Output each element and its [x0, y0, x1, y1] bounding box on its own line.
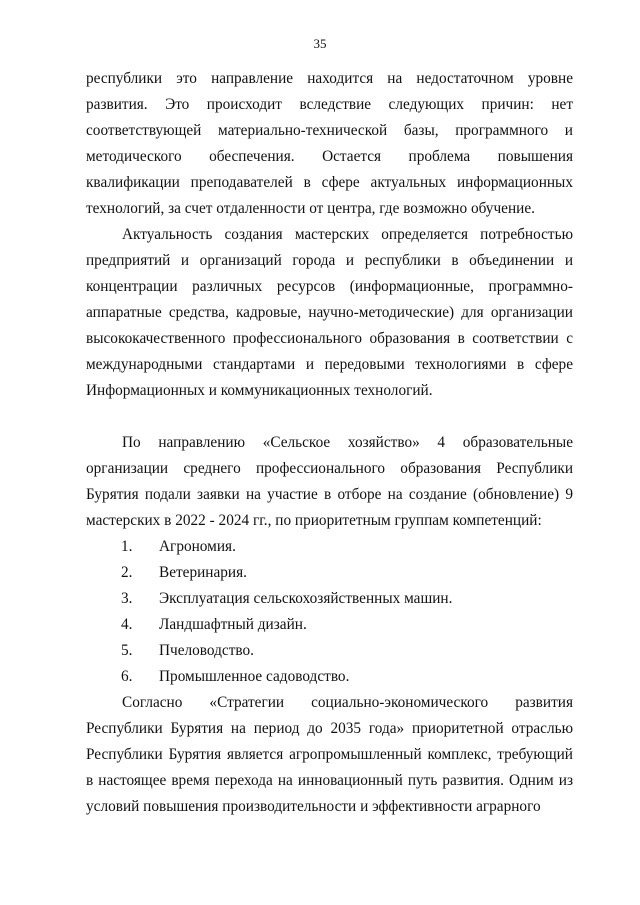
- list-item-label: Промышленное садоводство.: [159, 668, 350, 685]
- list-item: [86, 612, 573, 638]
- list-item-number: 3.: [121, 590, 133, 607]
- list-item-label: Эксплуатация сельскохозяйственных машин.: [159, 590, 453, 607]
- list-item-number: 6.: [121, 668, 133, 685]
- list-item: [86, 560, 573, 586]
- paragraph-workshops-relevance: Актуальность создания мастерских определяется потребностью предприятий и организаций города и республики в объединении и концентрации различных ресурсов (информационные, программно-аппаратные средства, кадровые, научно-методические) для организации высококачественного профессионального образования в соответствии с международными стандартами и передовыми технологиями в сфере Информационных и коммуникационных технологий.: [86, 226, 573, 399]
- page-number: 35: [313, 36, 327, 51]
- list-item-number: 2.: [121, 564, 133, 581]
- list-item-label: Ветеринария.: [159, 564, 247, 581]
- paragraph-agriculture-applications: По направлению «Сельское хозяйство» 4 образовательные организации среднего профессионального образования Республики Бурятия подали заявки на участие в отборе на создание (обновление) 9 мастерских в 2022 - 2024 гг., по приоритетным группам компетенций:: [86, 434, 573, 529]
- paragraph-strategy-agro-complex: Согласно «Стратегии социально-экономического развития Республики Бурятия на период до 2035 года» приоритетной отраслью Республики Бурятия является агропромышленный комплекс, требующий в настоящее время перехода на инновационный путь развития. Одним из условий повышения производительности и эффективности аграрного: [86, 694, 573, 815]
- list-item: [86, 586, 573, 612]
- list-item-label: Ландшафтный дизайн.: [159, 616, 307, 633]
- list-item: [86, 638, 573, 664]
- list-item-label: Пчеловодство.: [159, 642, 254, 659]
- list-item: [86, 534, 573, 560]
- list-item: [86, 664, 573, 690]
- list-item-number: 5.: [121, 642, 133, 659]
- paragraph-spacer: [86, 404, 573, 430]
- list-item-number: 1.: [121, 538, 133, 555]
- list-item-label: Агрономия.: [159, 538, 236, 555]
- competency-list: [86, 534, 573, 690]
- document-body: [86, 66, 573, 820]
- list-item-number: 4.: [121, 616, 133, 633]
- paragraph-digital-skills-issues: республики это направление находится на недостаточном уровне развития. Это происходит вследствие следующих причин: нет соответствующей материально-технической базы, программного и методического обеспечения. Остается проблема повышения квалификации преподавателей в сфере актуальных информационных технологий, за счет отдаленности от центра, где возможно обучение.: [86, 70, 573, 217]
